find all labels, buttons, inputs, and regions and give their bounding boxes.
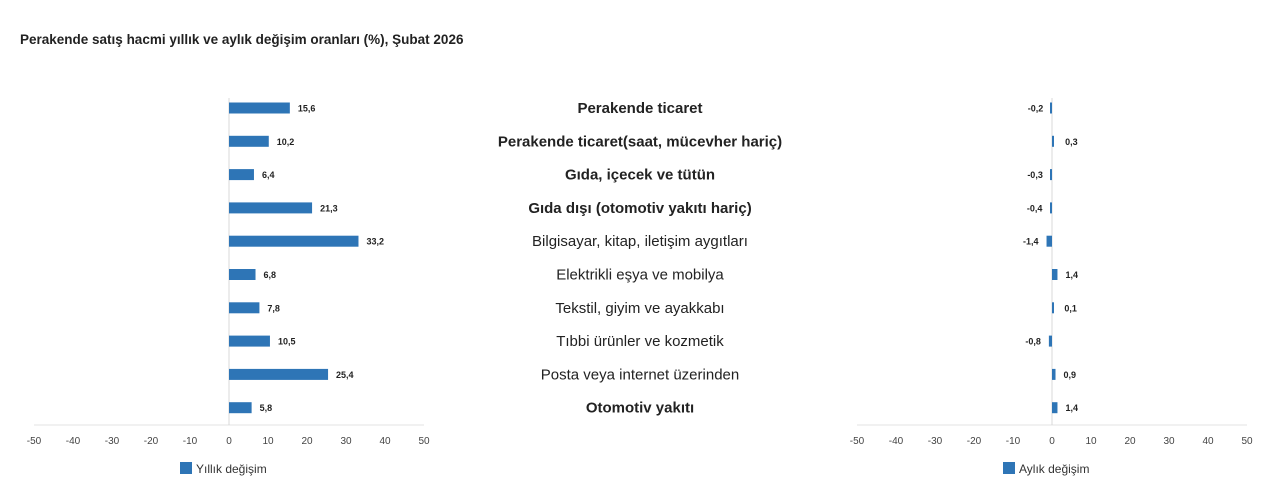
monthly-x-tick-label: 20: [1124, 436, 1136, 447]
annual-x-tick-label: 30: [340, 436, 352, 447]
annual-change-panel: [27, 98, 430, 476]
page-title: Perakende satış hacmi yıllık ve aylık değişim oranları (%), Şubat 2026: [20, 32, 464, 47]
annual-bar: [229, 236, 358, 247]
annual-bar: [229, 402, 252, 413]
annual-bar-value-label: 7,8: [267, 303, 280, 314]
annual-bar-value-label: 6,8: [263, 270, 277, 280]
monthly-bar: [1052, 369, 1056, 380]
category-label: Posta veya internet üzerinden: [540, 366, 740, 384]
annual-x-tick-label: 40: [379, 436, 391, 447]
monthly-x-tick-label: 0: [1049, 436, 1055, 447]
annual-bar: [229, 136, 269, 147]
monthly-change-panel: [850, 98, 1253, 476]
category-label: Tekstil, giyim ve ayakkabı: [555, 299, 725, 317]
annual-bar-value-label: 33,2: [366, 236, 385, 247]
annual-bar: [229, 269, 256, 280]
monthly-bar-value-label: 1,4: [1065, 270, 1078, 280]
annual-x-tick-label: 20: [301, 436, 313, 447]
monthly-bar: [1052, 402, 1057, 413]
monthly-bar: [1050, 169, 1052, 180]
category-labels: [498, 100, 782, 417]
monthly-bar: [1052, 136, 1054, 147]
monthly-bar-value-label: -1,4: [1023, 236, 1039, 247]
annual-x-tick-label: 50: [418, 436, 430, 447]
annual-x-tick-label: -50: [26, 436, 42, 447]
annual-x-tick-label: 0: [226, 436, 232, 447]
annual-x-tick-label: -30: [104, 436, 120, 447]
annual-bar: [229, 202, 312, 213]
monthly-bar: [1047, 236, 1052, 247]
annual-bar: [229, 169, 254, 180]
annual-x-tick-label: -20: [143, 436, 159, 447]
category-label: Perakende ticaret: [577, 100, 703, 117]
annual-legend-swatch: [180, 462, 192, 474]
monthly-bar: [1050, 103, 1052, 114]
monthly-bar-value-label: -0,3: [1027, 170, 1043, 181]
annual-legend-label: Yıllık değişim: [196, 462, 267, 476]
monthly-bar-value-label: -0,8: [1025, 336, 1041, 347]
monthly-bar: [1052, 269, 1057, 280]
monthly-bar-value-label: 1,4: [1065, 403, 1078, 414]
monthly-x-tick-label: 30: [1163, 436, 1175, 447]
annual-bar: [229, 336, 270, 347]
monthly-bar-value-label: 0,3: [1065, 136, 1078, 147]
category-label: Otomotiv yakıtı: [585, 399, 695, 417]
annual-bar-value-label: 15,6: [297, 103, 316, 114]
annual-bar-value-label: 6,4: [261, 170, 275, 181]
annual-x-tick-label: -40: [65, 436, 81, 447]
monthly-bar: [1050, 202, 1052, 213]
annual-bar: [229, 103, 290, 114]
monthly-bar-value-label: 0,1: [1064, 303, 1077, 314]
category-label: Elektrikli eşya ve mobilya: [556, 266, 724, 284]
annual-x-tick-label: 10: [262, 436, 274, 447]
annual-bar: [229, 369, 328, 380]
annual-bar-value-label: 5,8: [259, 403, 273, 414]
annual-bar-value-label: 25,4: [336, 369, 354, 380]
monthly-x-tick-label: -30: [927, 436, 943, 447]
monthly-x-tick-label: -20: [966, 436, 982, 447]
category-label: Bilgisayar, kitap, iletişim aygıtları: [532, 233, 748, 251]
annual-bar: [229, 302, 259, 313]
monthly-x-tick-label: 10: [1085, 436, 1097, 447]
category-label: Tıbbi ürünler ve kozmetik: [556, 333, 724, 351]
annual-bar-value-label: 10,5: [277, 336, 296, 347]
monthly-legend-label: Aylık değişim: [1019, 462, 1090, 476]
monthly-x-tick-label: 50: [1241, 436, 1253, 447]
monthly-bar-value-label: 0,9: [1063, 369, 1077, 380]
annual-bar-value-label: 21,3: [320, 203, 338, 214]
category-label: Gıda, içecek ve tütün: [564, 166, 716, 184]
monthly-bar-value-label: -0,4: [1026, 203, 1043, 214]
monthly-legend-swatch: [1003, 462, 1015, 474]
monthly-x-tick-label: -50: [849, 436, 865, 447]
annual-x-tick-label: -10: [182, 436, 198, 447]
monthly-x-tick-label: 40: [1202, 436, 1214, 447]
category-label: Perakende ticaret(saat, mücevher hariç): [497, 133, 783, 151]
monthly-x-tick-label: -10: [1005, 436, 1021, 447]
monthly-x-tick-label: -40: [888, 436, 904, 447]
monthly-bar: [1049, 336, 1052, 347]
category-label: Gıda dışı (otomotiv yakıtı hariç): [528, 199, 752, 217]
monthly-bar-value-label: -0,2: [1027, 103, 1044, 114]
annual-bar-value-label: 10,2: [276, 136, 295, 147]
monthly-bar: [1052, 302, 1054, 313]
